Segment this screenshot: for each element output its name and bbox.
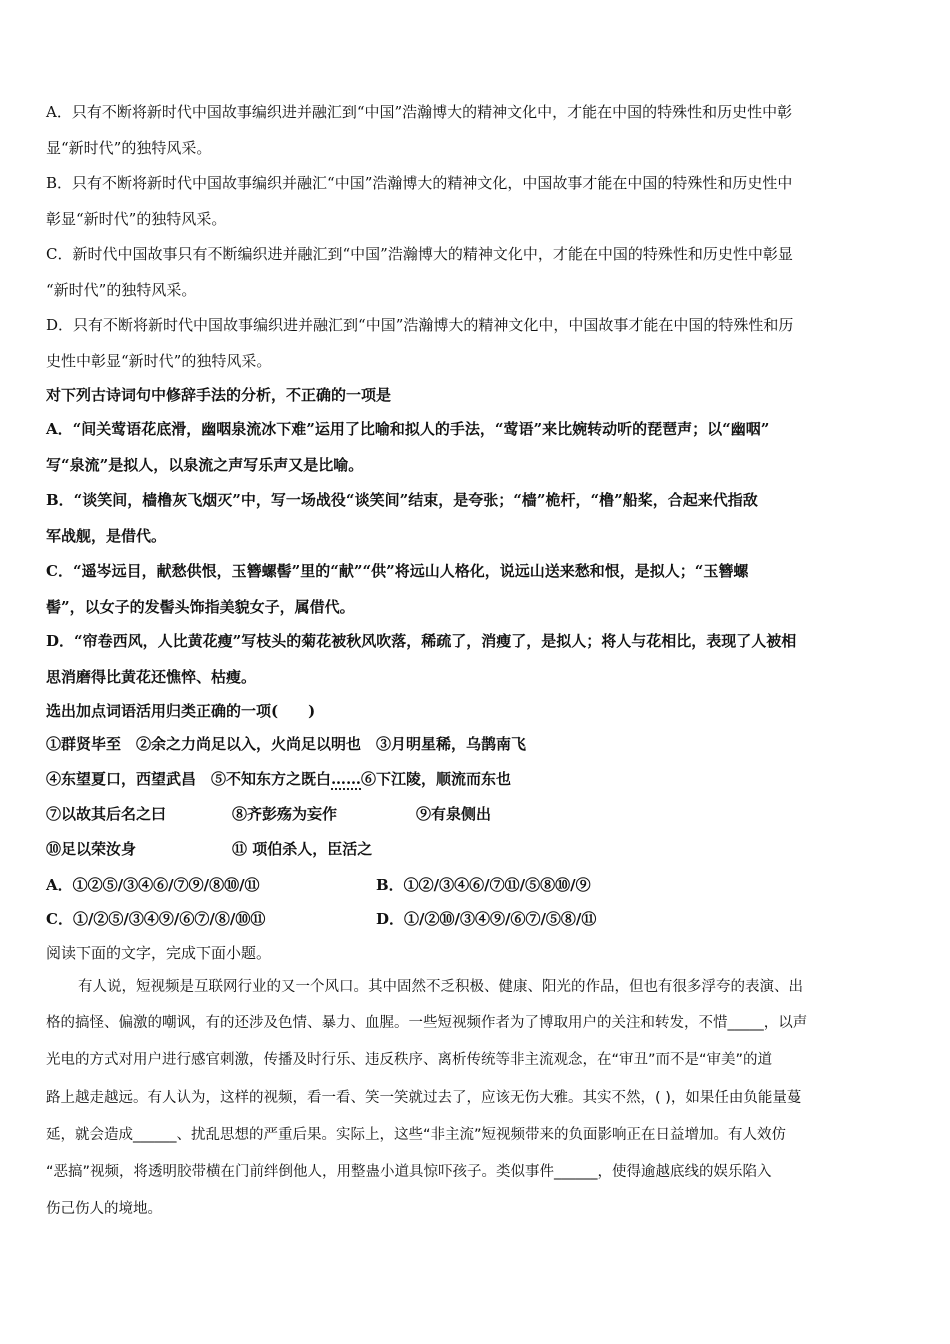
q3-option-b: B．①②/③④⑥/⑦⑪/⑤⑧⑩/⑨ [376, 876, 591, 894]
reading-line-6: “恶搞”视频，将透明胶带横在门前绊倒他人，用整蛊小道具惊吓孩子。类似事件______，使得逾越底线的娱乐陷入 [46, 1164, 772, 1180]
q3-row-2-part-a: ④东望夏口，西望武昌 ⑤不知东方之既白 [46, 770, 332, 788]
q1-option-c-line2: “新时代”的独特风采。 [46, 281, 197, 299]
q1-option-c-line1: C．新时代中国故事只有不断编织进并融汇到“中国”浩瀚博大的精神文化中，才能在中国的特殊性和历史性中彰显 [46, 245, 793, 263]
reading-line-5: 延，就会造成______、扰乱思想的严重后果。实际上，这些“非主流”短视频带来的负面影响正在日益增加。有人效仿 [46, 1127, 787, 1143]
q3-row-3-item-9: ⑨有泉侧出 [416, 805, 492, 823]
q2-option-b-line2: 军战舰，是借代。 [46, 527, 167, 545]
q2-option-d-line2: 思消磨得比黄花还憔悴、枯瘦。 [46, 668, 257, 686]
q2-stem: 对下列古诗词句中修辞手法的分析，不正确的一项是 [46, 386, 392, 404]
q3-row-1: ①群贤毕至 ②余之力尚足以入，火尚足以明也 ③月明星稀，乌鹊南飞 [46, 735, 527, 753]
q3-option-d: D．①/②⑩/③④⑨/⑥⑦/⑤⑧/⑪ [376, 910, 597, 928]
q2-option-a-line1: A．“间关莺语花底滑，幽咽泉流冰下难”运用了比喻和拟人的手法，“莺语”来比婉转动听的琵琶声；以“幽咽” [46, 420, 770, 438]
q3-row-4-item-11: ⑪ 项伯杀人，臣活之 [232, 840, 373, 858]
q3-row-4-item-10: ⑩足以荣汝身 [46, 840, 137, 858]
q3-row-2-dots: …… [331, 770, 362, 788]
q1-option-d-line2: 史性中彰显“新时代”的独特风采。 [46, 352, 272, 370]
q1-option-a-line1: A．只有不断将新时代中国故事编织进并融汇到“中国”浩瀚博大的精神文化中，才能在中国的特殊性和历史性中彰 [46, 103, 793, 121]
q3-option-c: C．①/②⑤/③④⑨/⑥⑦/⑧/⑩⑪ [46, 910, 266, 928]
reading-line-1: 有人说，短视频是互联网行业的又一个风口。其中固然不乏积极、健康、阳光的作品，但也有很多浮夸的表演、出 [78, 979, 803, 995]
q3-row-2 [46, 769, 511, 789]
q3-row-2-part-b: ⑥下江陵，顺流而东也 [361, 770, 512, 788]
q2-option-b-line1: B．“谈笑间，樯橹灰飞烟灭”中，写一场战役“谈笑间”结束，是夸张；“樯”桅杆，“橹”船桨，合起来代指敌 [46, 491, 758, 509]
reading-line-7: 伤己伤人的境地。 [46, 1201, 162, 1217]
q3-row-3-item-7: ⑦以故其后名之曰 [46, 805, 167, 823]
q3-stem: 选出加点词语活用归类正确的一项( ) [46, 702, 316, 720]
q3-row-3-item-8: ⑧齐彭殇为妄作 [232, 805, 338, 823]
q1-option-b-line2: 彰显“新时代”的独特风采。 [46, 210, 227, 228]
reading-line-4: 路上越走越远。有人认为，这样的视频，看一看、笑一笑就过去了，应该无伤大雅。其实不然，( )，如果任由负能量蔓 [46, 1090, 802, 1106]
reading-line-3: 光电的方式对用户进行感官刺激，传播及时行乐、违反秩序、离析传统等非主流观念，在“审丑”而不是“审美”的道 [46, 1052, 773, 1068]
q1-option-b-line1: B．只有不断将新时代中国故事编织并融汇“中国”浩瀚博大的精神文化，中国故事才能在中国的特殊性和历史性中 [46, 174, 793, 192]
q2-option-a-line2: 写“泉流”是拟人，以泉流之声写乐声又是比喻。 [46, 456, 364, 474]
q2-option-c-line2: 髻”，以女子的发髻头饰指美貌女子，属借代。 [46, 598, 355, 616]
q3-option-a: A．①②⑤/③④⑥/⑦⑨/⑧⑩/⑪ [46, 876, 260, 894]
reading-line-2: 格的搞怪、偏激的嘲讽，有的还涉及色情、暴力、血腥。一些短视频作者为了博取用户的关注和转发，不惜_____，以声 [46, 1015, 808, 1031]
q2-option-c-line1: C．“遥岑远目，献愁供恨，玉簪螺髻”里的“献”“供”将远山人格化，说远山送来愁和恨，是拟人；“玉簪螺 [46, 562, 749, 580]
q2-option-d-line1: D．“帘卷西风，人比黄花瘦”写枝头的菊花被秋风吹落，稀疏了，消瘦了，是拟人；将人与花相比，表现了人被相 [46, 632, 797, 650]
reading-intro: 阅读下面的文字，完成下面小题。 [46, 944, 272, 962]
q1-option-a-line2: 显“新时代”的独特风采。 [46, 139, 212, 157]
q1-option-d-line1: D．只有不断将新时代中国故事编织进并融汇到“中国”浩瀚博大的精神文化中，中国故事才能在中国的特殊性和历 [46, 316, 794, 334]
